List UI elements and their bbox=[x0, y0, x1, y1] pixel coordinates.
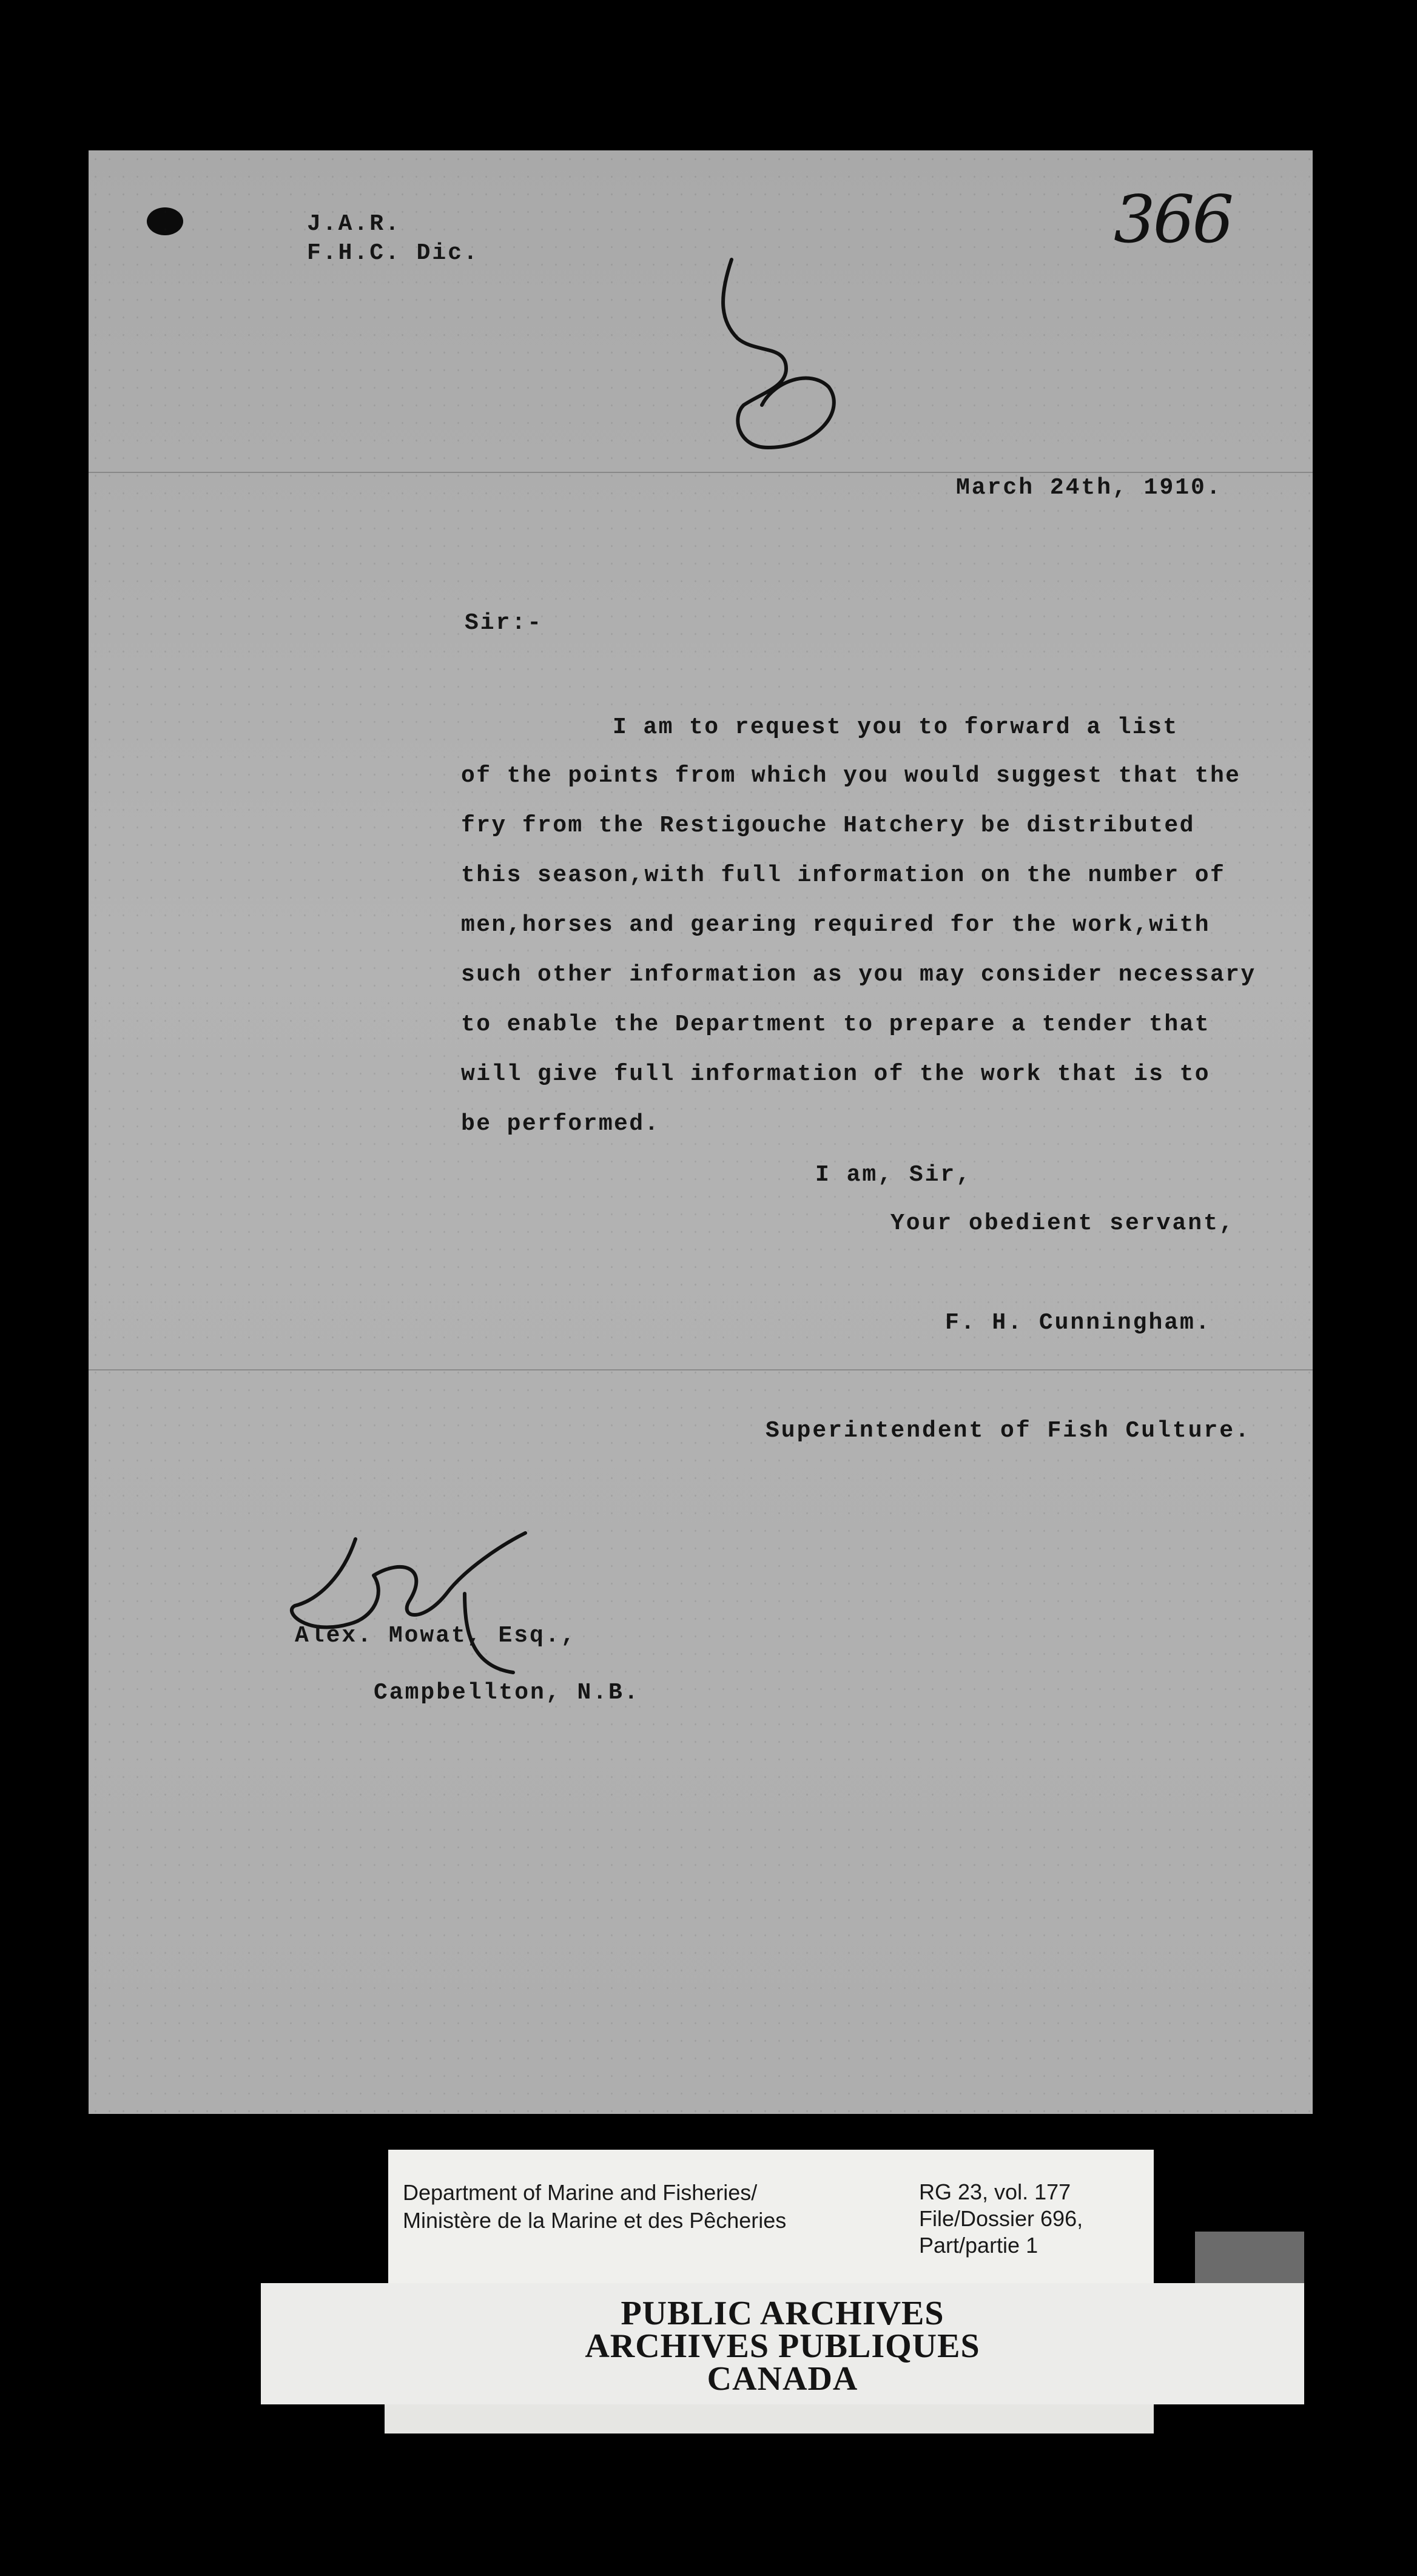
body-line: to enable the Department to prepare a tender that bbox=[461, 1011, 1210, 1038]
body-line: this season,with full information on the number of bbox=[461, 862, 1226, 888]
page-number: 366 bbox=[1114, 182, 1232, 258]
department-english: Department of Marine and Fisheries/ bbox=[403, 2180, 758, 2205]
initials-line-1: J.A.R. bbox=[307, 211, 401, 237]
punch-hole bbox=[147, 207, 183, 235]
handwritten-mark bbox=[695, 247, 853, 466]
closing-line-1: I am, Sir, bbox=[815, 1162, 972, 1188]
salutation: Sir:- bbox=[465, 610, 544, 636]
signature-name: F. H. Cunningham. bbox=[945, 1310, 1211, 1336]
recipient-name: Alex. Mowat, Esq., bbox=[295, 1623, 577, 1649]
fold-line bbox=[89, 1369, 1313, 1370]
body-line: I am to request you to forward a list bbox=[613, 714, 1179, 740]
label-strip bbox=[385, 2404, 1154, 2433]
signature-title: Superintendent of Fish Culture. bbox=[766, 1418, 1251, 1444]
closing-line-2: Your obedient servant, bbox=[890, 1210, 1235, 1236]
stamp-line-2: ARCHIVES PUBLIQUES bbox=[585, 2327, 980, 2365]
archive-stamp bbox=[261, 2283, 1304, 2404]
archive-reference-label bbox=[388, 2150, 1154, 2295]
record-group: RG 23, vol. 177 bbox=[919, 2179, 1071, 2204]
letter-page bbox=[89, 150, 1313, 2114]
body-line: be performed. bbox=[461, 1111, 660, 1137]
body-line: fry from the Restigouche Hatchery be distributed bbox=[461, 813, 1195, 839]
handwritten-initials bbox=[283, 1521, 550, 1703]
file-dossier: File/Dossier 696, bbox=[919, 2206, 1083, 2231]
letter-date: March 24th, 1910. bbox=[956, 475, 1222, 501]
part: Part/partie 1 bbox=[919, 2233, 1038, 2258]
initials-line-2: F.H.C. Dic. bbox=[307, 240, 479, 266]
body-line: men,horses and gearing required for the work,with bbox=[461, 912, 1210, 938]
body-line: of the points from which you would suggest that the bbox=[461, 763, 1241, 789]
body-line: will give full information of the work that is to bbox=[461, 1061, 1210, 1087]
body-line: such other information as you may consider necessary bbox=[461, 962, 1256, 988]
department-french: Ministère de la Marine et des Pêcheries bbox=[403, 2208, 787, 2233]
fold-line bbox=[89, 472, 1313, 473]
stamp-line-1: PUBLIC ARCHIVES bbox=[621, 2295, 944, 2332]
stamp-line-3: CANADA bbox=[707, 2360, 858, 2398]
recipient-address: Campbellton, N.B. bbox=[374, 1680, 640, 1706]
